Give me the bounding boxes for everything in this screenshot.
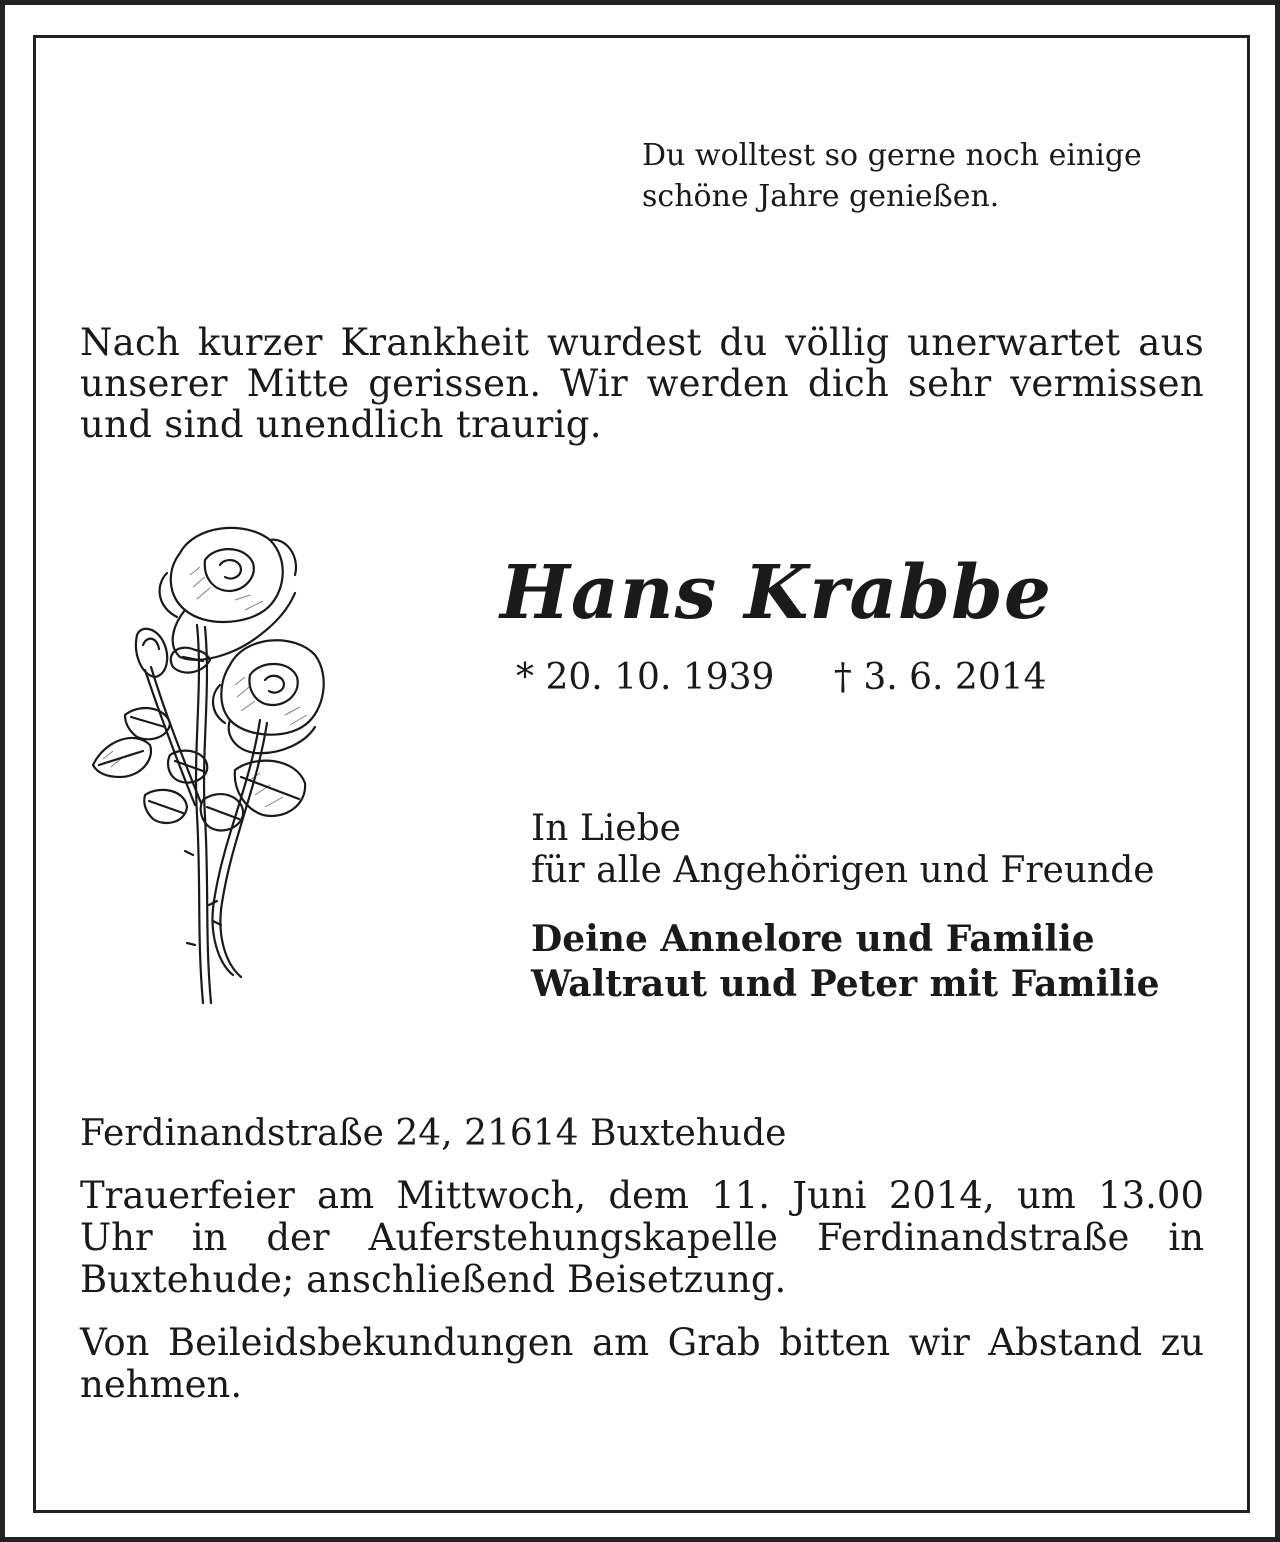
ceremony-notice: Trauerfeier am Mittwoch, dem 11. Juni 2014, um 13.00 Uhr in der Auferstehungskapelle Ferdinandstraße in Buxtehude; anschließend Beisetzung. [80,1174,1204,1301]
mourner-line-2: Waltraut und Peter mit Familie [531,963,1160,1005]
death-date: † 3. 6. 2014 [833,657,1047,698]
life-dates [516,655,1047,701]
motto-line-1: Du wolltest so gerne noch einige [642,138,1142,173]
dedication [531,808,1155,892]
birth-date: * 20. 10. 1939 [516,657,775,698]
mourners-signature [531,917,1160,1007]
mourner-line-1: Deine Annelore und Familie [531,918,1095,960]
intro-paragraph: Nach kurzer Krankheit wurdest du völlig unerwartet aus unserer Mitte gerissen. Wir werden dich sehr vermissen und sind unendlich traurig. [80,321,1204,446]
dedication-line-2: für alle Angehörigen und Freunde [531,850,1155,891]
motto-line-2: schöne Jahre genießen. [642,179,1000,214]
mourning-address: Ferdinandstraße 24, 21614 Buxtehude [80,1113,787,1154]
deceased-name: Hans Krabbe [500,550,1052,636]
motto-quote [642,135,1222,217]
dedication-line-1: In Liebe [531,808,681,849]
rose-drawing-icon [85,515,335,1010]
condolence-note: Von Beileidsbekundungen am Grab bitten wir Abstand zu nehmen. [80,1321,1204,1406]
